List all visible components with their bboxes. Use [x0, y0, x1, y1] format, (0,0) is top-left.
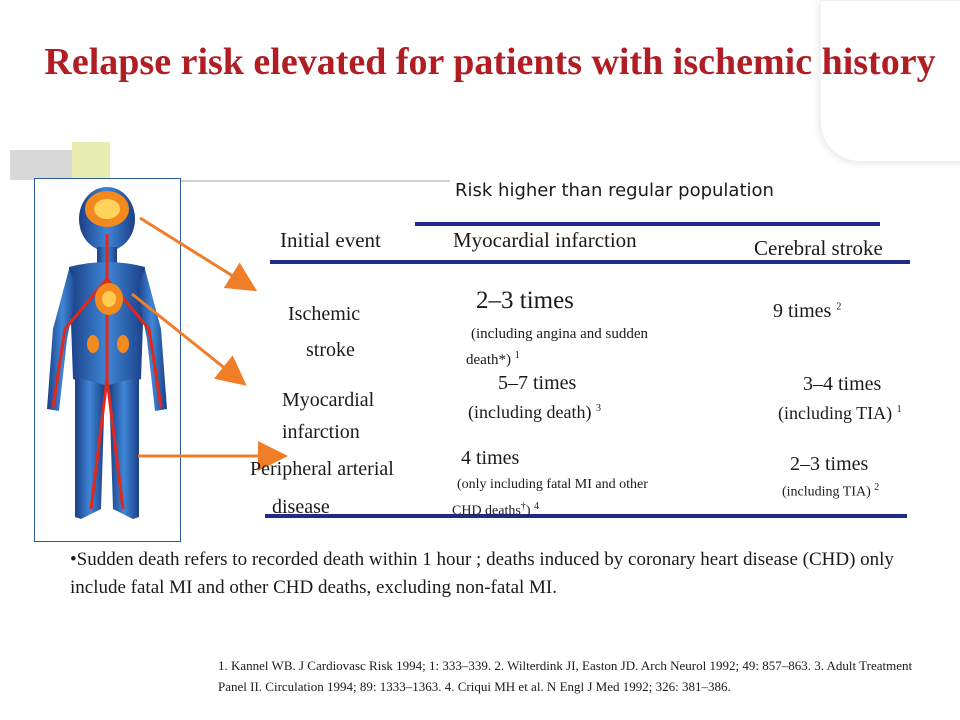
row3-mi-detail-line2	[452, 496, 742, 523]
arrow-brain-to-stroke	[140, 218, 252, 288]
row1-stroke-value	[773, 300, 841, 323]
row3-mi-value: 4 times	[461, 447, 520, 469]
row3-stroke-detail	[782, 482, 879, 501]
footnote-sudden-death: •Sudden death refers to recorded death within 1 hour ; deaths induced by coronary heart disease (CHD) only include fatal MI and other CHD deaths, excluding non-fatal MI.	[70, 549, 894, 598]
row3-event-line1: Peripheral arterial	[250, 458, 394, 480]
row3-stroke-value: 2–3 times	[790, 453, 869, 475]
row3-mi-detail	[452, 474, 742, 523]
row3-event-line2: disease	[272, 496, 330, 518]
table-top-line	[415, 222, 880, 226]
row3-stroke-ref: 2	[874, 482, 880, 493]
row2-stroke-value: 3–4 times	[803, 373, 882, 395]
row1-event-line2: stroke	[306, 339, 355, 361]
row3-stroke-detail-text: (including TIA)	[782, 484, 871, 500]
row1-event-line1: Ischemic	[288, 303, 361, 325]
row2-event-line2: infarction	[282, 421, 360, 443]
row3-mi-ref: 4	[534, 501, 539, 512]
row1-mi-detail-line1: (including angina and sudden	[471, 326, 649, 342]
references: 1. Kannel WB. J Cardiovasc Risk 1994; 1: 333–339. 2. Wilterdink JI, Easton JD. Arch Neurol 1992; 49: 857–863. 3. Adult Treatment Panel II. Circulation 1994; 89: 1333–1363. 4. Criqui MH et al. N Engl J Med 1992; 326: 381–386.	[218, 658, 913, 694]
row1-mi-value: 2–3 times	[476, 287, 574, 314]
row2-event	[282, 384, 374, 448]
row3-event	[250, 450, 394, 526]
row1-mi-detail-text: death*)	[466, 352, 511, 368]
row3-mi-detail-line1: (only including fatal MI and other	[457, 477, 648, 492]
row3-mi-dagger: †	[520, 501, 526, 512]
header-myocardial-infarction: Myocardial infarction	[453, 228, 637, 252]
row2-stroke-detail	[778, 403, 902, 424]
row2-mi-ref: 3	[595, 403, 601, 414]
row2-stroke-ref: 1	[896, 404, 902, 415]
header-initial-event: Initial event	[280, 228, 381, 252]
row2-mi-value: 5–7 times	[498, 372, 577, 394]
row1-stroke-main: 9 times	[773, 300, 832, 322]
row1-event	[288, 296, 360, 368]
row3-mi-detail-text: CHD deaths	[452, 503, 521, 519]
row1-mi-detail	[466, 323, 756, 371]
row1-mi-ref: 1	[514, 350, 520, 361]
header-cerebral-stroke: Cerebral stroke	[754, 236, 883, 260]
arrow-heart-to-mi	[132, 294, 242, 382]
page-title: Relapse risk elevated for patients with ischemic history	[44, 41, 936, 83]
row2-event-line1: Myocardial	[282, 389, 375, 411]
row1-stroke-ref: 2	[836, 301, 842, 313]
row2-stroke-detail-text: (including TIA)	[778, 403, 893, 423]
table-subtitle: Risk higher than regular population	[455, 180, 774, 201]
row2-mi-detail	[468, 402, 601, 423]
row3-mi-close: )	[525, 503, 531, 519]
row1-mi-detail-line2	[466, 345, 756, 371]
row2-mi-detail-text: (including death)	[468, 402, 592, 422]
